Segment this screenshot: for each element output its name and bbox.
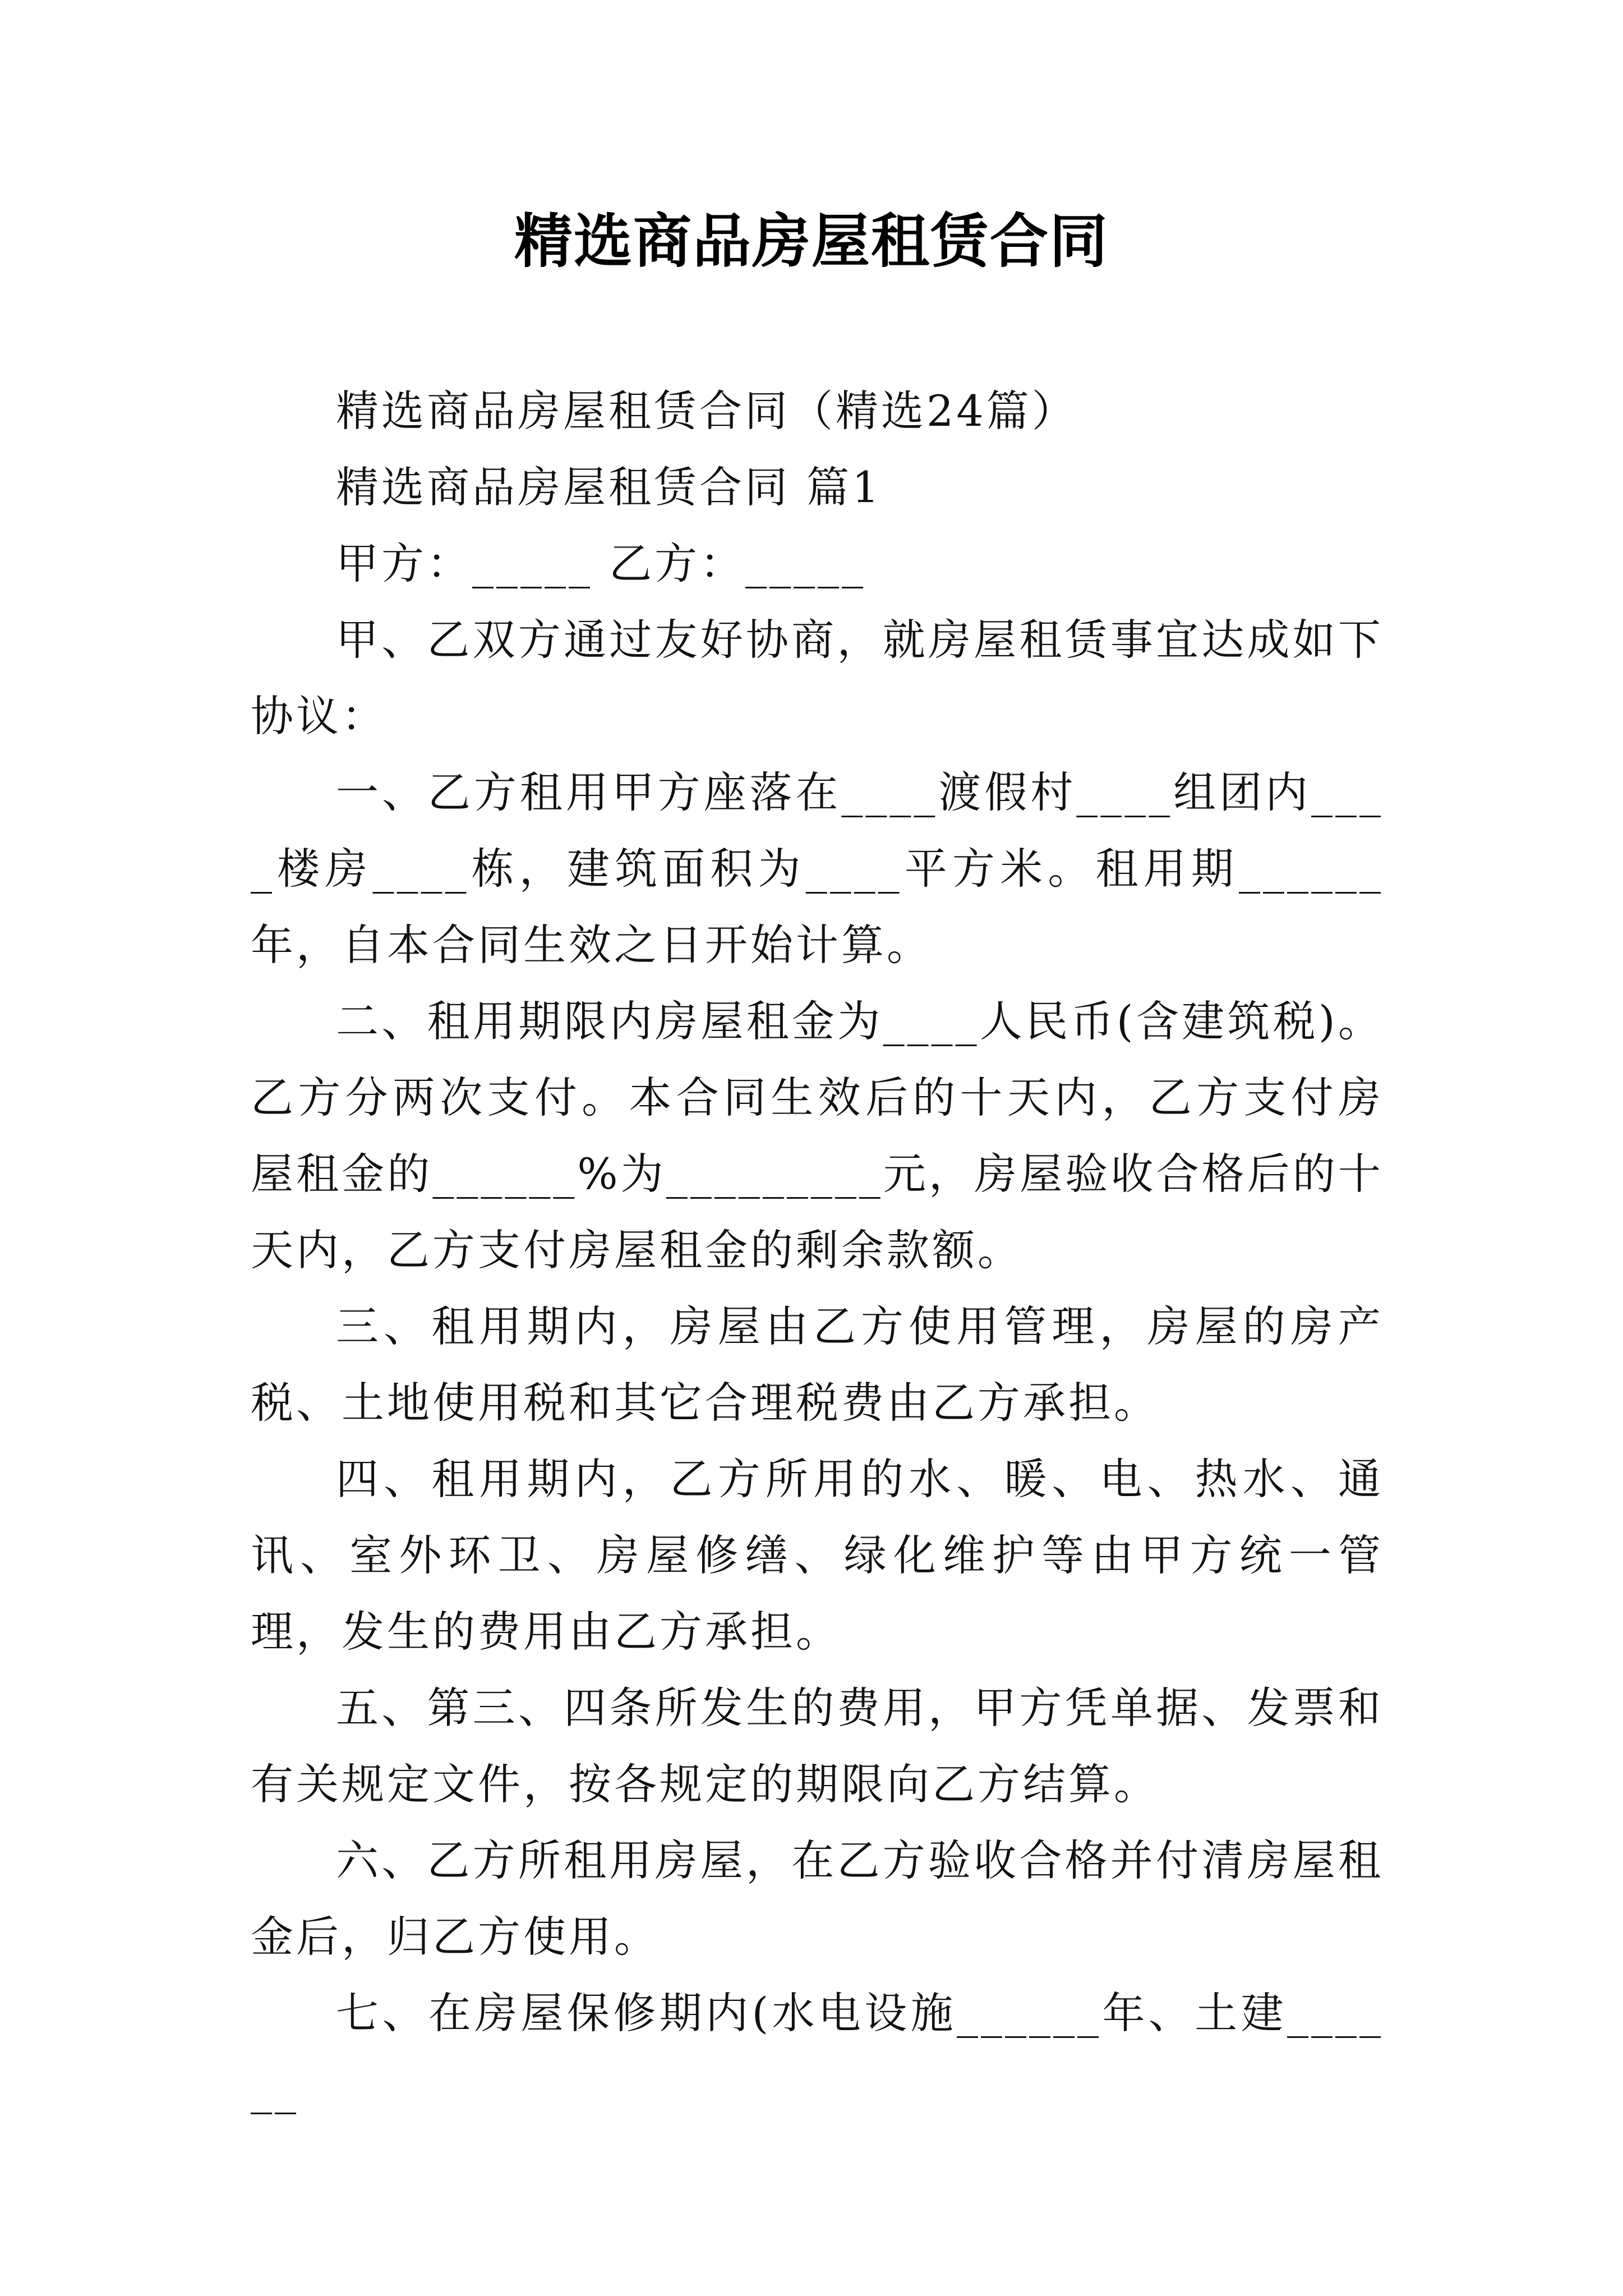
- paragraph: 七、在房屋保修期内(水电设施______年、土建______: [251, 1988, 1384, 2114]
- subtitle-line: 精选商品房屋租赁合同（精选24篇）: [336, 386, 1077, 436]
- paragraph: 六、乙方所租用房屋，在乙方验收合格并付清房屋租金后，归乙方使用。: [251, 1835, 1384, 1962]
- paragraph: 三、租用期内，房屋由乙方使用管理，房屋的房产税、土地使用税和其它合理税费由乙方承担。: [251, 1301, 1384, 1428]
- document-title: 精选商品房屋租赁合同: [514, 207, 1109, 275]
- paragraph: 五、第三、四条所发生的费用，甲方凭单据、发票和有关规定文件，按各规定的期限向乙方结算。: [251, 1683, 1384, 1809]
- parties-line: 甲方：_____ 乙方：_____: [336, 539, 866, 588]
- paragraph: 一、乙方租用甲方座落在____渡假村____组团内____楼房____栋，建筑面积为____平方米。租用期______年，自本合同生效之日开始计算。: [251, 767, 1384, 970]
- paragraph: 甲、乙双方通过友好协商，就房屋租赁事宜达成如下协议：: [251, 615, 1384, 741]
- chapter-heading: 精选商品房屋租赁合同 篇1: [336, 462, 882, 512]
- paragraph: 二、租用期限内房屋租金为____人民币(含建筑税)。乙方分两次支付。本合同生效后的十天内，乙方支付房屋租金的______%为_________元，房屋验收合格后的十天内，乙方支付房屋租金的剩余款额。: [251, 996, 1384, 1275]
- document-body: [251, 373, 1384, 2128]
- paragraph: 四、租用期内，乙方所用的水、暖、电、热水、通讯、室外环卫、房屋修缮、绿化维护等由甲方统一管理，发生的费用由乙方承担。: [251, 1454, 1384, 1657]
